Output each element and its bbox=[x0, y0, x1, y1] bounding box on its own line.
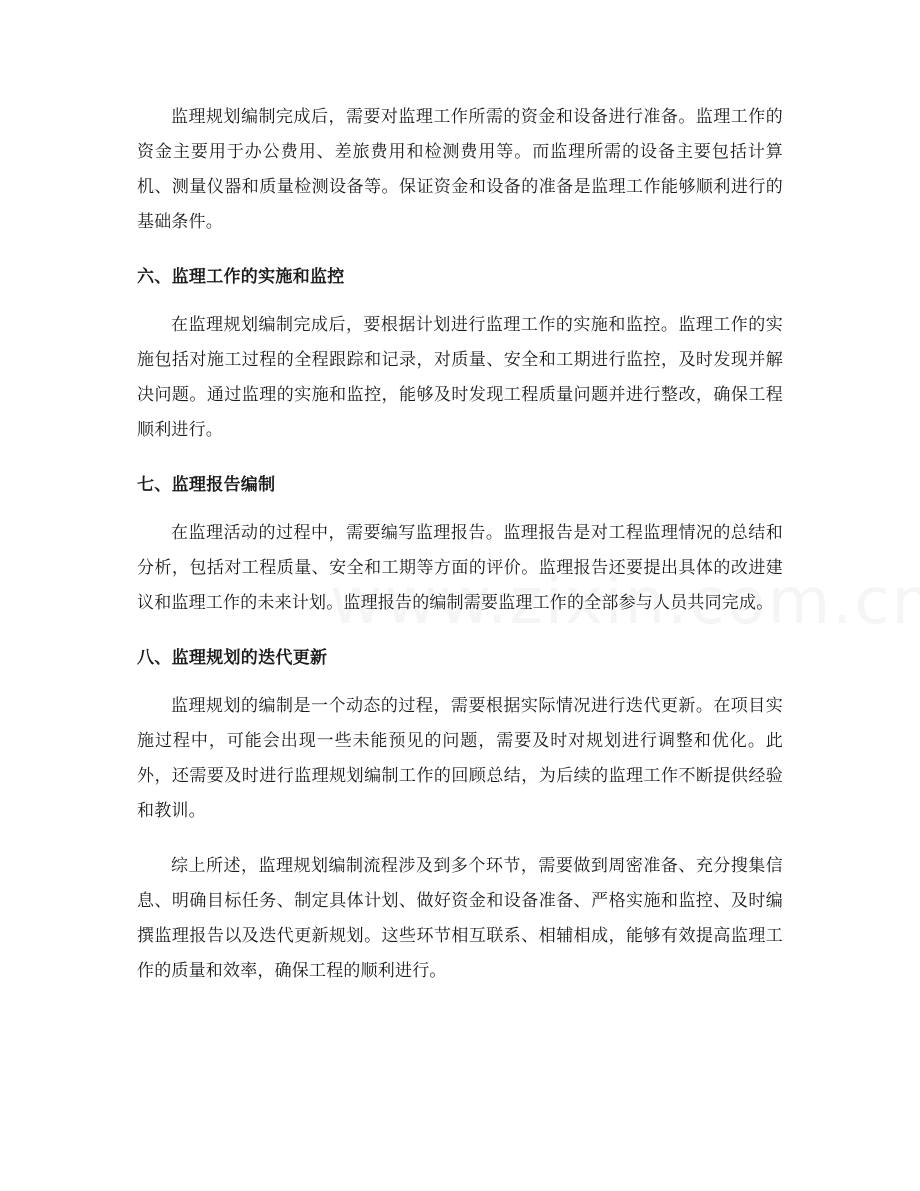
paragraph-funding-equipment: 监理规划编制完成后，需要对监理工作所需的资金和设备进行准备。监理工作的资金主要用于办公费用、差旅费用和检测费用等。而监理所需的设备主要包括计算机、测量仪器和质量检测设备等。保证资金和设备的准备是监理工作能够顺利进行的基础条件。 bbox=[137, 107, 783, 232]
paragraph-implementation-monitoring: 在监理规划编制完成后，要根据计划进行监理工作的实施和监控。监理工作的实施包括对施工过程的全程跟踪和记录，对质量、安全和工期进行监控，及时发现并解决问题。通过监理的实施和监控，能够及时发现工程质量问题并进行整改，确保工程顺利进行。 bbox=[137, 315, 783, 440]
heading-report-compilation: 七、监理报告编制 bbox=[137, 475, 276, 495]
paragraph-report-compilation: 在监理活动的过程中，需要编写监理报告。监理报告是对工程监理情况的总结和分析，包括对工程质量、安全和工期等方面的评价。监理报告还要提出具体的改进建议和监理工作的未来计划。监理报告的编制需要监理工作的全部参与人员共同完成。 bbox=[137, 523, 783, 613]
paragraph-summary: 综上所述，监理规划编制流程涉及到多个环节，需要做到周密准备、充分搜集信息、明确目标任务、制定具体计划、做好资金和设备准备、严格实施和监控、及时编撰监理报告以及迭代更新规划。这些环节相互联系、相辅相成，能够有效提高监理工作的质量和效率，确保工程的顺利进行。 bbox=[137, 856, 783, 981]
heading-iterative-update: 八、监理规划的迭代更新 bbox=[137, 648, 328, 668]
heading-implementation-monitoring: 六、监理工作的实施和监控 bbox=[137, 267, 345, 287]
paragraph-iterative-update: 监理规划的编制是一个动态的过程，需要根据实际情况进行迭代更新。在项目实施过程中，可能会出现一些未能预见的问题，需要及时对规划进行调整和优化。此外，还需要及时进行监理规划编制工作的回顾总结，为后续的监理工作不断提供经验和教训。 bbox=[137, 696, 783, 821]
document-body bbox=[137, 100, 783, 989]
